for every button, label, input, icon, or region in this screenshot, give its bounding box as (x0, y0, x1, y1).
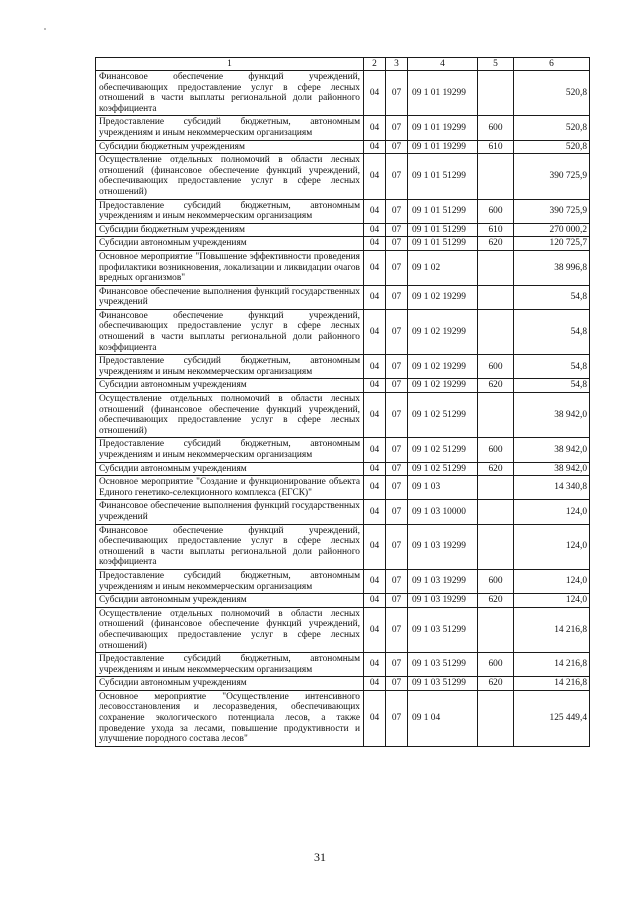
cell-subsection: 07 (386, 199, 408, 223)
cell-subsection: 07 (386, 154, 408, 199)
cell-section: 04 (364, 677, 386, 691)
cell-expense-type (478, 154, 514, 199)
cell-amount: 14 216,8 (514, 677, 590, 691)
cell-expense-type (478, 524, 514, 569)
scan-speck (44, 28, 46, 30)
cell-expense-type: 620 (478, 379, 514, 393)
cell-subsection: 07 (386, 524, 408, 569)
table-row (96, 653, 590, 677)
cell-target-code: 09 1 01 19299 (408, 71, 478, 116)
cell-section: 04 (364, 199, 386, 223)
cell-target-code: 09 1 02 19299 (408, 309, 478, 354)
cell-target-code: 09 1 02 51299 (408, 393, 478, 438)
cell-expense-type (478, 250, 514, 285)
table-row (96, 594, 590, 608)
cell-name: Финансовое обеспечение функций учреждений, обеспечивающих предоставление услуг в сфере лесных отношений в части выплаты региональной доли районного коэффициента (96, 524, 364, 569)
table-row (96, 500, 590, 524)
cell-amount: 390 725,9 (514, 154, 590, 199)
table-row (96, 223, 590, 237)
cell-amount: 54,8 (514, 285, 590, 309)
table-header-row (96, 58, 590, 71)
table-row (96, 154, 590, 199)
cell-subsection: 07 (386, 594, 408, 608)
cell-subsection: 07 (386, 500, 408, 524)
cell-target-code: 09 1 03 19299 (408, 594, 478, 608)
cell-expense-type: 620 (478, 677, 514, 691)
cell-section: 04 (364, 438, 386, 462)
cell-amount: 520,8 (514, 71, 590, 116)
cell-section: 04 (364, 250, 386, 285)
table-row (96, 379, 590, 393)
cell-amount: 520,8 (514, 116, 590, 140)
cell-target-code: 09 1 03 51299 (408, 653, 478, 677)
table-row (96, 237, 590, 251)
cell-target-code: 09 1 03 51299 (408, 607, 478, 652)
cell-subsection: 07 (386, 355, 408, 379)
table-row (96, 462, 590, 476)
cell-name: Основное мероприятие "Повышение эффективности проведения профилактики возникновения, локализации и ликвидации очагов вредных организмов" (96, 250, 364, 285)
cell-expense-type (478, 500, 514, 524)
cell-section: 04 (364, 285, 386, 309)
cell-name: Финансовое обеспечение выполнения функций государственных учреждений (96, 500, 364, 524)
cell-name: Финансовое обеспечение выполнения функций государственных учреждений (96, 285, 364, 309)
table-row (96, 199, 590, 223)
cell-section: 04 (364, 607, 386, 652)
table-row (96, 285, 590, 309)
cell-target-code: 09 1 02 (408, 250, 478, 285)
column-header-name: 1 (96, 58, 364, 71)
cell-amount: 38 942,0 (514, 393, 590, 438)
cell-amount: 124,0 (514, 500, 590, 524)
cell-target-code: 09 1 02 51299 (408, 462, 478, 476)
table-row (96, 116, 590, 140)
cell-section: 04 (364, 690, 386, 746)
column-header-target-code: 4 (408, 58, 478, 71)
cell-section: 04 (364, 237, 386, 251)
cell-subsection: 07 (386, 71, 408, 116)
cell-name: Осуществление отдельных полномочий в области лесных отношений (финансовое обеспечение функций учреждений, обеспечивающих предоставление услуг в сфере лесных отношений) (96, 607, 364, 652)
cell-subsection: 07 (386, 569, 408, 593)
cell-target-code: 09 1 02 19299 (408, 355, 478, 379)
cell-name: Предоставление субсидий бюджетным, автономным учреждениям и иным некоммерческим организациям (96, 569, 364, 593)
cell-name: Осуществление отдельных полномочий в области лесных отношений (финансовое обеспечение функций учреждений, обеспечивающих предоставление услуг в сфере лесных отношений) (96, 393, 364, 438)
cell-name: Субсидии автономным учреждениям (96, 677, 364, 691)
cell-amount: 54,8 (514, 355, 590, 379)
cell-subsection: 07 (386, 379, 408, 393)
cell-amount: 38 942,0 (514, 438, 590, 462)
cell-target-code: 09 1 04 (408, 690, 478, 746)
cell-name: Субсидии автономным учреждениям (96, 237, 364, 251)
cell-expense-type: 600 (478, 653, 514, 677)
cell-target-code: 09 1 03 (408, 476, 478, 500)
cell-section: 04 (364, 569, 386, 593)
cell-section: 04 (364, 500, 386, 524)
cell-section: 04 (364, 462, 386, 476)
cell-expense-type: 600 (478, 199, 514, 223)
table-row (96, 690, 590, 746)
cell-amount: 124,0 (514, 594, 590, 608)
cell-section: 04 (364, 653, 386, 677)
cell-amount: 390 725,9 (514, 199, 590, 223)
cell-section: 04 (364, 524, 386, 569)
cell-name: Предоставление субсидий бюджетным, автономным учреждениям и иным некоммерческим организациям (96, 653, 364, 677)
cell-name: Финансовое обеспечение функций учреждений, обеспечивающих предоставление услуг в сфере лесных отношений в части выплаты региональной доли районного коэффициента (96, 309, 364, 354)
cell-target-code: 09 1 03 10000 (408, 500, 478, 524)
cell-expense-type: 600 (478, 355, 514, 379)
cell-target-code: 09 1 03 19299 (408, 569, 478, 593)
cell-amount: 520,8 (514, 140, 590, 154)
cell-subsection: 07 (386, 677, 408, 691)
table-row (96, 250, 590, 285)
cell-name: Субсидии бюджетным учреждениям (96, 140, 364, 154)
cell-amount: 14 216,8 (514, 607, 590, 652)
cell-target-code: 09 1 02 51299 (408, 438, 478, 462)
cell-expense-type: 610 (478, 223, 514, 237)
cell-subsection: 07 (386, 653, 408, 677)
cell-amount: 270 000,2 (514, 223, 590, 237)
table-body (96, 71, 590, 747)
cell-subsection: 07 (386, 462, 408, 476)
cell-target-code: 09 1 01 51299 (408, 237, 478, 251)
table-row (96, 140, 590, 154)
cell-name: Предоставление субсидий бюджетным, автономным учреждениям и иным некоммерческим организациям (96, 116, 364, 140)
cell-name: Предоставление субсидий бюджетным, автономным учреждениям и иным некоммерческим организациям (96, 355, 364, 379)
cell-expense-type (478, 285, 514, 309)
table-row (96, 393, 590, 438)
cell-name: Основное мероприятие "Осуществление интенсивного лесовосстановления и лесоразведения, обеспечивающих сохранение экологического потенциала лесов, а также проведение ухода за лесами, повышение продуктивности и улучшение породного состава лесов" (96, 690, 364, 746)
cell-subsection: 07 (386, 438, 408, 462)
cell-target-code: 09 1 01 51299 (408, 154, 478, 199)
cell-expense-type: 600 (478, 438, 514, 462)
cell-section: 04 (364, 393, 386, 438)
cell-expense-type: 610 (478, 140, 514, 154)
cell-amount: 14 340,8 (514, 476, 590, 500)
table-row (96, 355, 590, 379)
cell-expense-type: 620 (478, 237, 514, 251)
cell-section: 04 (364, 476, 386, 500)
cell-name: Субсидии бюджетным учреждениям (96, 223, 364, 237)
cell-section: 04 (364, 355, 386, 379)
budget-allocation-table (95, 57, 590, 747)
cell-name: Предоставление субсидий бюджетным, автономным учреждениям и иным некоммерческим организациям (96, 199, 364, 223)
cell-expense-type: 600 (478, 116, 514, 140)
cell-amount: 14 216,8 (514, 653, 590, 677)
cell-target-code: 09 1 03 51299 (408, 677, 478, 691)
cell-amount: 120 725,7 (514, 237, 590, 251)
cell-name: Финансовое обеспечение функций учреждений, обеспечивающих предоставление услуг в сфере лесных отношений в части выплаты региональной доли районного коэффициента (96, 71, 364, 116)
cell-expense-type (478, 607, 514, 652)
table-row (96, 677, 590, 691)
cell-subsection: 07 (386, 285, 408, 309)
cell-amount: 124,0 (514, 524, 590, 569)
cell-subsection: 07 (386, 250, 408, 285)
cell-amount: 38 996,8 (514, 250, 590, 285)
cell-name: Предоставление субсидий бюджетным, автономным учреждениям и иным некоммерческим организациям (96, 438, 364, 462)
cell-expense-type: 620 (478, 462, 514, 476)
cell-section: 04 (364, 594, 386, 608)
cell-expense-type (478, 309, 514, 354)
cell-amount: 54,8 (514, 309, 590, 354)
column-header-amount: 6 (514, 58, 590, 71)
cell-target-code: 09 1 02 19299 (408, 285, 478, 309)
cell-subsection: 07 (386, 476, 408, 500)
cell-amount: 124,0 (514, 569, 590, 593)
column-header-section: 2 (364, 58, 386, 71)
cell-amount: 54,8 (514, 379, 590, 393)
cell-section: 04 (364, 154, 386, 199)
table-row (96, 71, 590, 116)
cell-expense-type: 620 (478, 594, 514, 608)
table-row (96, 438, 590, 462)
page-number: 31 (314, 850, 326, 864)
cell-expense-type (478, 393, 514, 438)
cell-target-code: 09 1 01 51299 (408, 223, 478, 237)
cell-subsection: 07 (386, 116, 408, 140)
cell-target-code: 09 1 01 51299 (408, 199, 478, 223)
cell-subsection: 07 (386, 223, 408, 237)
cell-section: 04 (364, 223, 386, 237)
cell-section: 04 (364, 71, 386, 116)
cell-subsection: 07 (386, 309, 408, 354)
column-header-subsection: 3 (386, 58, 408, 71)
cell-target-code: 09 1 01 19299 (408, 116, 478, 140)
table-row (96, 476, 590, 500)
cell-section: 04 (364, 116, 386, 140)
cell-target-code: 09 1 01 19299 (408, 140, 478, 154)
cell-expense-type (478, 476, 514, 500)
cell-name: Осуществление отдельных полномочий в области лесных отношений (финансовое обеспечение функций учреждений, обеспечивающих предоставление услуг в сфере лесных отношений) (96, 154, 364, 199)
cell-name: Субсидии автономным учреждениям (96, 379, 364, 393)
cell-target-code: 09 1 02 19299 (408, 379, 478, 393)
cell-section: 04 (364, 379, 386, 393)
cell-name: Субсидии автономным учреждениям (96, 594, 364, 608)
cell-section: 04 (364, 140, 386, 154)
cell-subsection: 07 (386, 607, 408, 652)
cell-amount: 125 449,4 (514, 690, 590, 746)
table-row (96, 524, 590, 569)
cell-subsection: 07 (386, 393, 408, 438)
cell-expense-type (478, 690, 514, 746)
cell-expense-type (478, 71, 514, 116)
cell-name: Основное мероприятие "Создание и функционирование объекта Единого генетико-селекционного комплекса (ЕГСК)" (96, 476, 364, 500)
table-row (96, 569, 590, 593)
table-row (96, 607, 590, 652)
cell-section: 04 (364, 309, 386, 354)
cell-expense-type: 600 (478, 569, 514, 593)
cell-subsection: 07 (386, 690, 408, 746)
cell-amount: 38 942,0 (514, 462, 590, 476)
cell-subsection: 07 (386, 140, 408, 154)
cell-target-code: 09 1 03 19299 (408, 524, 478, 569)
column-header-expense-type: 5 (478, 58, 514, 71)
cell-subsection: 07 (386, 237, 408, 251)
cell-name: Субсидии автономным учреждениям (96, 462, 364, 476)
table-row (96, 309, 590, 354)
